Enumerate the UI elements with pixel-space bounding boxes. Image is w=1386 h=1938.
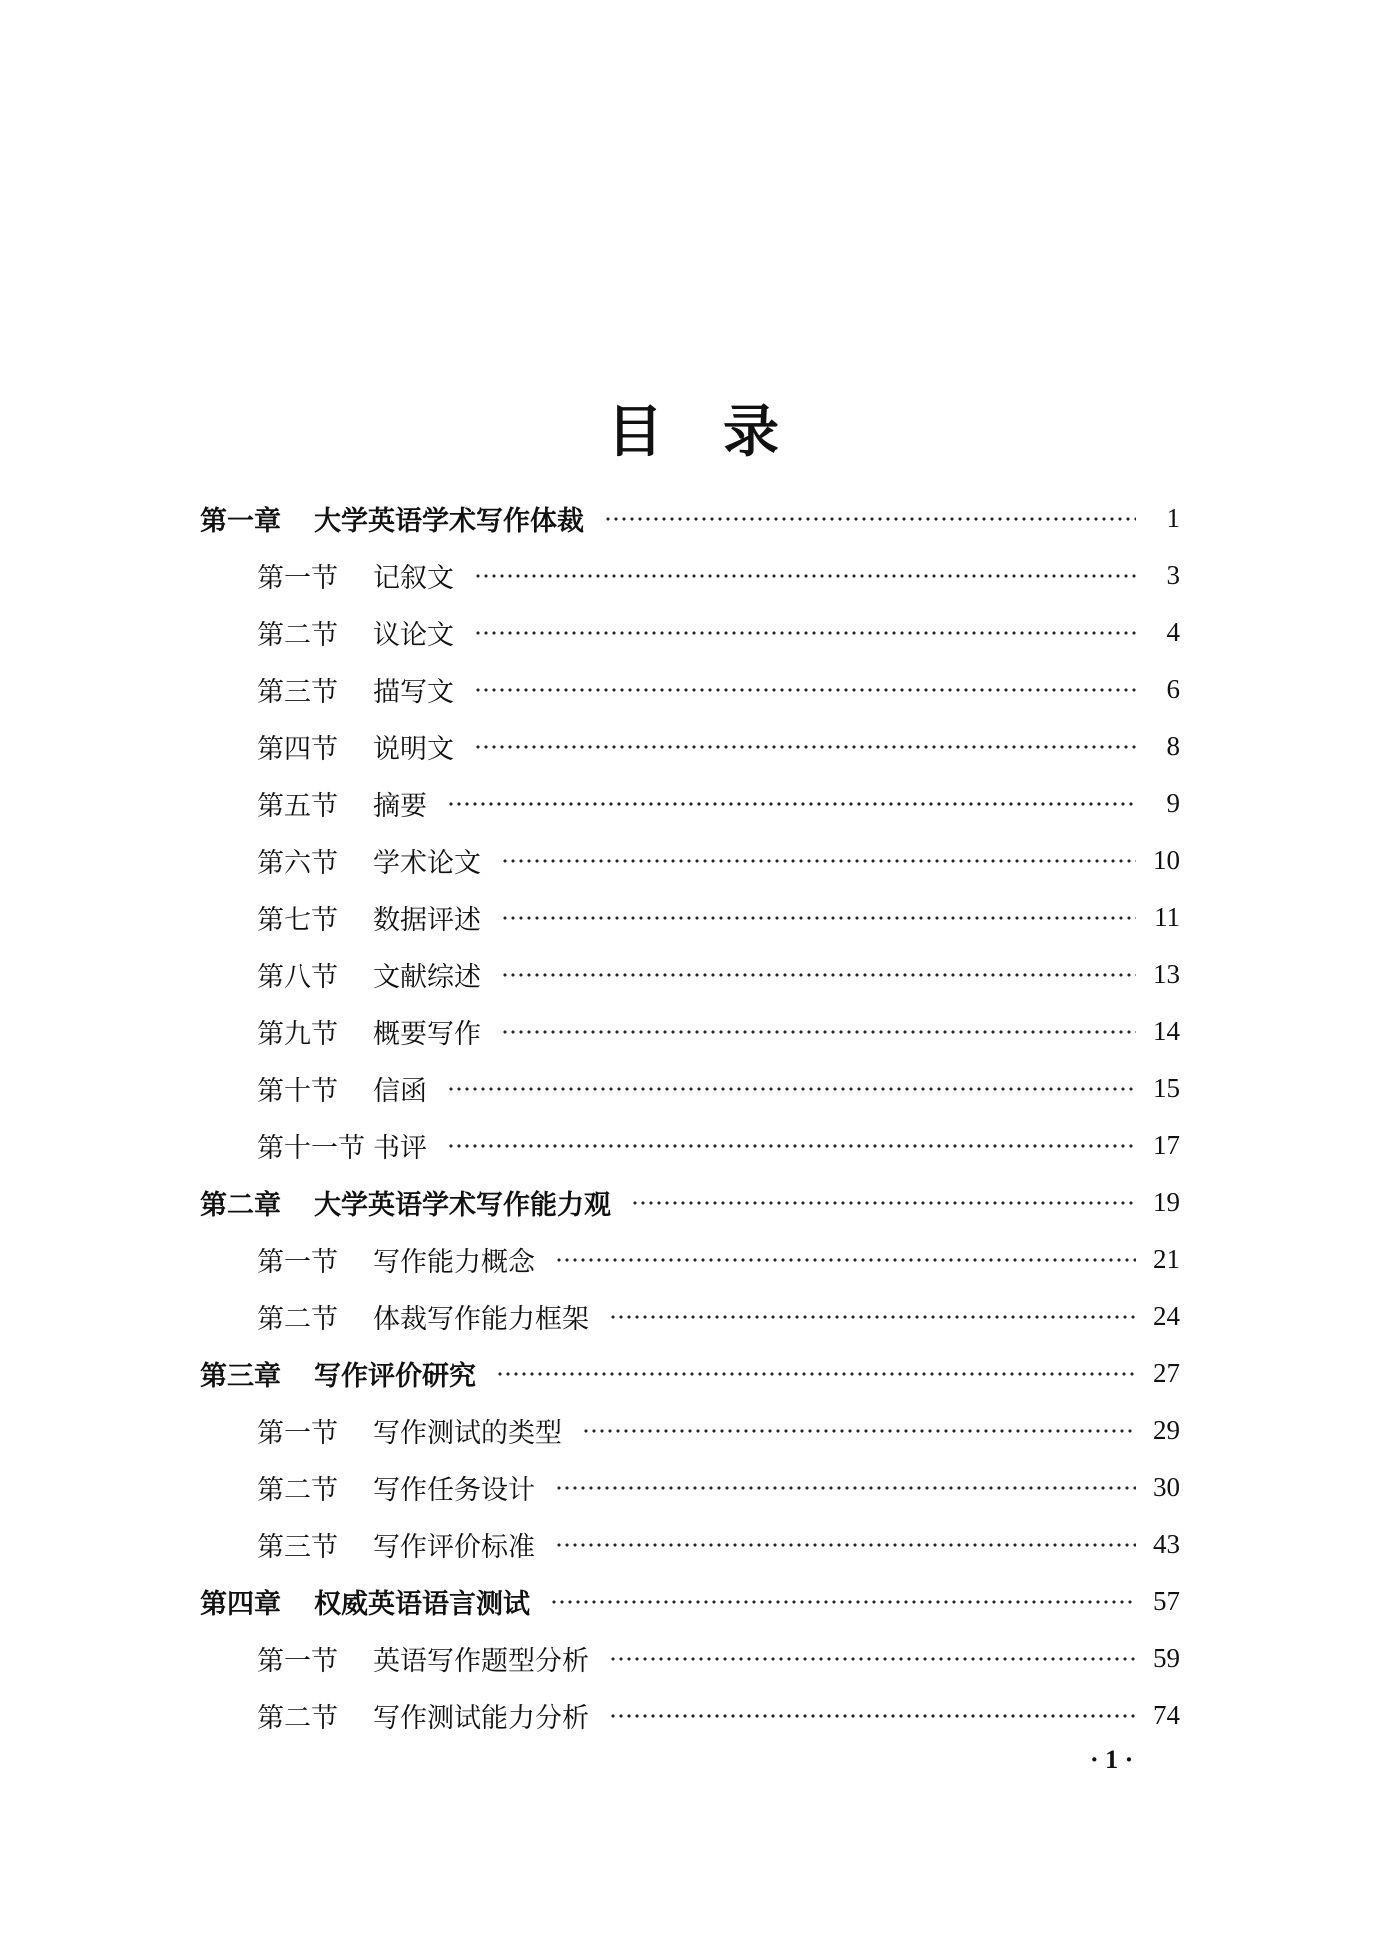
toc-section-entry[interactable] — [200, 889, 1180, 946]
toc-section-entry[interactable] — [200, 604, 1180, 661]
dot-leader — [474, 745, 1136, 749]
entry-label: 第六节 — [257, 848, 338, 879]
entry-label: 第二节 — [257, 1475, 338, 1506]
toc-section-entry[interactable] — [200, 832, 1180, 889]
toc-chapter-entry[interactable] — [200, 1174, 1180, 1231]
entry-page-number: 30 — [1153, 1472, 1180, 1502]
toc-section-entry[interactable] — [200, 1231, 1180, 1288]
entry-label: 第十节 — [257, 1076, 338, 1107]
entry-page-number: 8 — [1166, 731, 1180, 761]
toc-section-entry[interactable] — [200, 1459, 1180, 1516]
dot-leader — [447, 1144, 1136, 1148]
toc-chapter-entry[interactable] — [200, 1345, 1180, 1402]
toc-section-entry[interactable] — [200, 1630, 1180, 1687]
dot-leader — [447, 1087, 1136, 1091]
entry-page-number: 27 — [1153, 1358, 1180, 1388]
dot-leader — [555, 1258, 1136, 1262]
entry-label: 第七节 — [257, 905, 338, 936]
entry-page-number: 10 — [1153, 845, 1180, 875]
entry-title: 大学英语学术写作能力观 — [314, 1190, 611, 1221]
dot-leader — [447, 802, 1136, 806]
page-title: 目录 — [607, 399, 839, 465]
entry-title: 记叙文 — [373, 563, 454, 594]
entry-title: 写作测试能力分析 — [373, 1703, 589, 1734]
entry-label: 第二节 — [257, 1304, 338, 1335]
entry-label: 第一章 — [200, 506, 281, 537]
entry-page-number: 74 — [1153, 1700, 1180, 1730]
entry-page-number: 29 — [1153, 1415, 1180, 1445]
entry-title: 写作评价标准 — [373, 1532, 535, 1563]
entry-page-number: 9 — [1166, 788, 1180, 818]
entry-title: 描写文 — [373, 677, 454, 708]
entry-title: 写作测试的类型 — [373, 1418, 562, 1449]
entry-label: 第十一节 — [257, 1133, 365, 1164]
entry-title: 议论文 — [373, 620, 454, 651]
entry-label: 第一节 — [257, 1247, 338, 1278]
entry-page-number: 43 — [1153, 1529, 1180, 1559]
entry-title: 文献综述 — [373, 962, 481, 993]
toc-section-entry[interactable] — [200, 718, 1180, 775]
dot-leader — [555, 1486, 1136, 1490]
toc-section-entry[interactable] — [200, 1060, 1180, 1117]
entry-title: 大学英语学术写作体裁 — [314, 506, 584, 537]
dot-leader — [496, 1372, 1136, 1376]
dot-leader — [609, 1315, 1136, 1319]
entry-title: 数据评述 — [373, 905, 481, 936]
dot-leader — [609, 1657, 1136, 1661]
toc-section-entry[interactable] — [200, 1117, 1180, 1174]
toc-chapter-entry[interactable] — [200, 1573, 1180, 1630]
entry-title: 书评 — [373, 1133, 427, 1164]
entry-page-number: 4 — [1166, 617, 1180, 647]
entry-label: 第五节 — [257, 791, 338, 822]
toc-section-entry[interactable] — [200, 1516, 1180, 1573]
toc-section-entry[interactable] — [200, 1402, 1180, 1459]
dot-leader — [604, 517, 1136, 521]
entry-label: 第四节 — [257, 734, 338, 765]
entry-label: 第一节 — [257, 1418, 338, 1449]
entry-label: 第八节 — [257, 962, 338, 993]
page-number: · 1 · — [1090, 1745, 1134, 1774]
entry-page-number: 24 — [1153, 1301, 1180, 1331]
entry-title: 说明文 — [373, 734, 454, 765]
entry-label: 第四章 — [200, 1589, 281, 1620]
entry-page-number: 13 — [1153, 959, 1180, 989]
entry-page-number: 11 — [1154, 902, 1180, 932]
toc-section-entry[interactable] — [200, 946, 1180, 1003]
entry-title: 写作评价研究 — [314, 1361, 476, 1392]
entry-title: 体裁写作能力框架 — [373, 1304, 589, 1335]
entry-title: 英语写作题型分析 — [373, 1646, 589, 1677]
entry-label: 第一节 — [257, 563, 338, 594]
toc-section-entry[interactable] — [200, 661, 1180, 718]
dot-leader — [501, 1030, 1136, 1034]
toc-section-entry[interactable] — [200, 775, 1180, 832]
entry-label: 第二节 — [257, 620, 338, 651]
dot-leader — [582, 1429, 1136, 1433]
entry-label: 第九节 — [257, 1019, 338, 1050]
entry-page-number: 21 — [1153, 1244, 1180, 1274]
entry-page-number: 3 — [1166, 560, 1180, 590]
dot-leader — [501, 973, 1136, 977]
entry-title: 信函 — [373, 1076, 427, 1107]
entry-label: 第三章 — [200, 1361, 281, 1392]
dot-leader — [474, 574, 1136, 578]
entry-page-number: 17 — [1153, 1130, 1180, 1160]
entry-title: 写作任务设计 — [373, 1475, 535, 1506]
entry-page-number: 14 — [1153, 1016, 1180, 1046]
entry-title: 概要写作 — [373, 1019, 481, 1050]
dot-leader — [631, 1201, 1136, 1205]
dot-leader — [555, 1543, 1136, 1547]
entry-label: 第三节 — [257, 677, 338, 708]
toc-section-entry[interactable] — [200, 1003, 1180, 1060]
dot-leader — [550, 1600, 1136, 1604]
toc-section-entry[interactable] — [200, 547, 1180, 604]
entry-page-number: 1 — [1166, 503, 1180, 533]
entry-title: 学术论文 — [373, 848, 481, 879]
entry-title: 摘要 — [373, 791, 427, 822]
dot-leader — [501, 916, 1136, 920]
entry-page-number: 6 — [1166, 674, 1180, 704]
dot-leader — [474, 688, 1136, 692]
entry-page-number: 59 — [1153, 1643, 1180, 1673]
table-of-contents — [200, 490, 1180, 1744]
dot-leader — [501, 859, 1136, 863]
entry-page-number: 15 — [1153, 1073, 1180, 1103]
entry-page-number: 57 — [1153, 1586, 1180, 1616]
dot-leader — [474, 631, 1136, 635]
entry-label: 第一节 — [257, 1646, 338, 1677]
toc-section-entry[interactable] — [200, 1288, 1180, 1345]
entry-label: 第二节 — [257, 1703, 338, 1734]
entry-title: 写作能力概念 — [373, 1247, 535, 1278]
toc-chapter-entry[interactable] — [200, 490, 1180, 547]
entry-label: 第二章 — [200, 1190, 281, 1221]
dot-leader — [609, 1714, 1136, 1718]
entry-label: 第三节 — [257, 1532, 338, 1563]
entry-title: 权威英语语言测试 — [314, 1589, 530, 1620]
toc-section-entry[interactable] — [200, 1687, 1180, 1744]
entry-page-number: 19 — [1153, 1187, 1180, 1217]
